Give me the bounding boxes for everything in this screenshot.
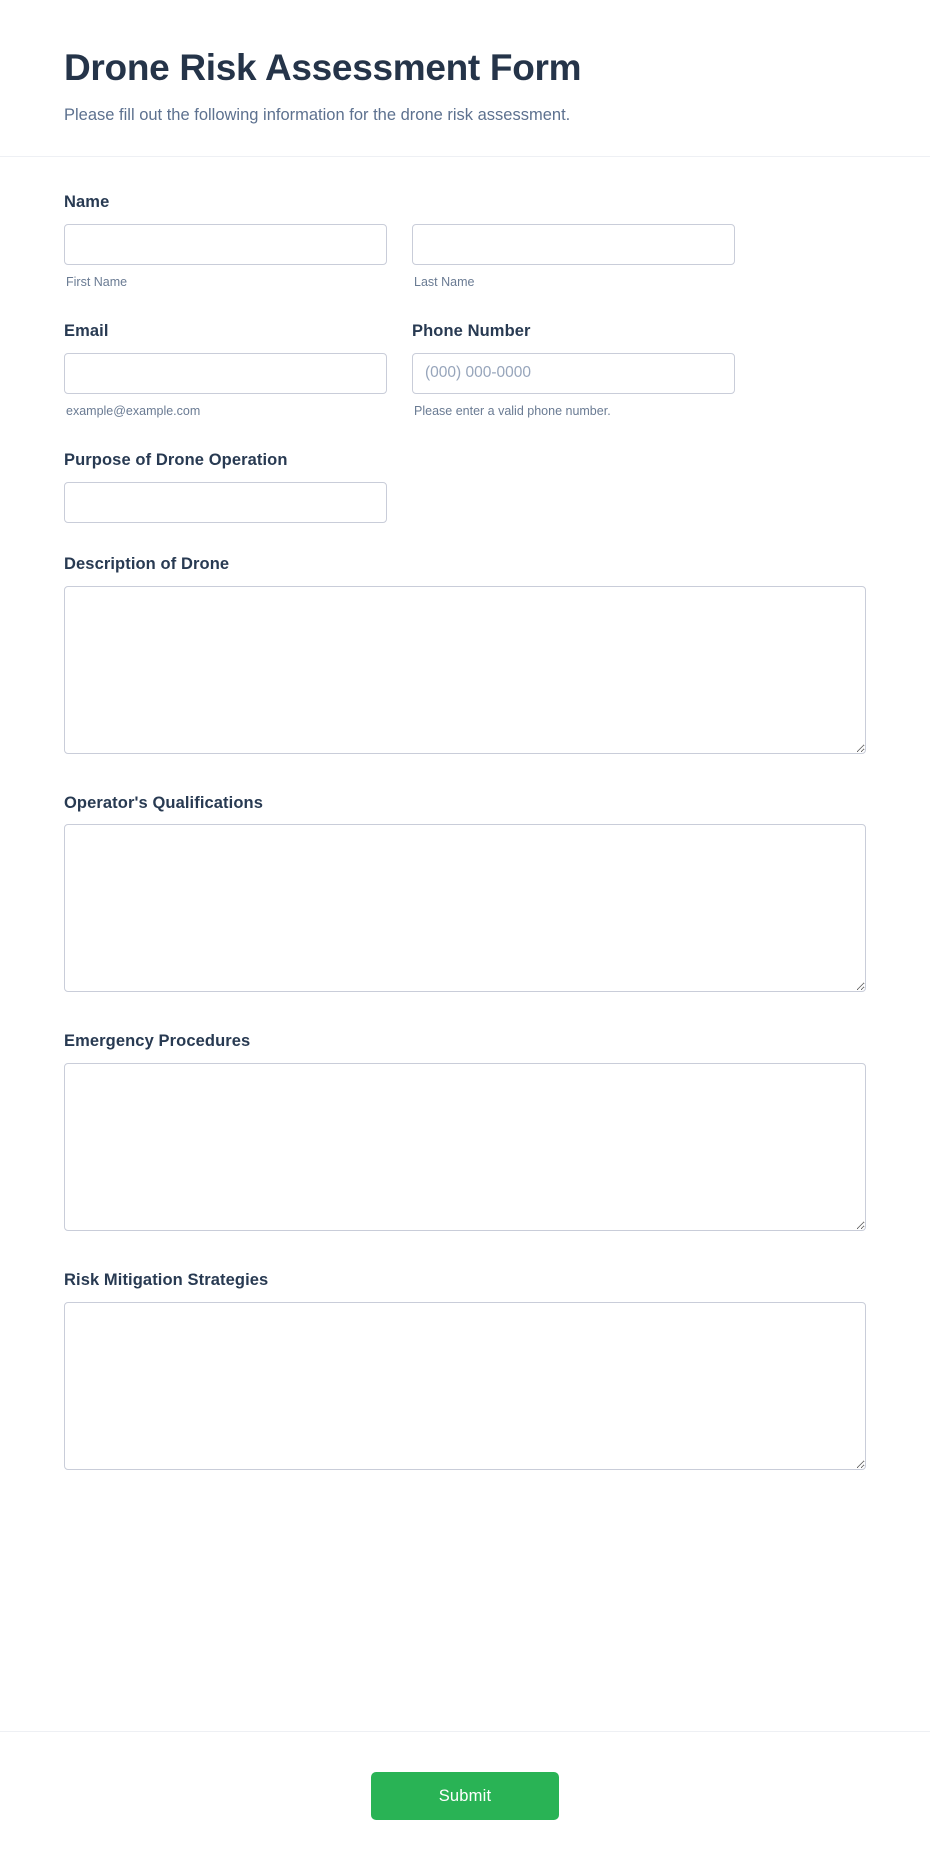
field-mitigation — [64, 1271, 866, 1470]
field-label-purpose: Purpose of Drone Operation — [64, 451, 288, 470]
purpose-column — [64, 482, 387, 523]
spacer — [64, 992, 866, 1032]
last-name-column — [412, 224, 735, 290]
field-email — [64, 322, 387, 419]
field-label-mitigation: Risk Mitigation Strategies — [64, 1271, 269, 1290]
description-textarea[interactable] — [64, 586, 866, 754]
mitigation-textarea[interactable] — [64, 1302, 866, 1470]
name-row — [64, 224, 866, 290]
spacer — [64, 754, 866, 794]
submit-button[interactable]: Submit — [371, 1772, 559, 1820]
last-name-input[interactable] — [412, 224, 735, 265]
field-name — [64, 193, 866, 290]
spacer — [64, 290, 866, 322]
field-label-qualifications: Operator's Qualifications — [64, 793, 263, 812]
first-name-sublabel: First Name — [66, 274, 128, 289]
field-qualifications — [64, 794, 866, 993]
purpose-input[interactable] — [64, 482, 387, 523]
field-label-phone: Phone Number — [412, 321, 531, 340]
emergency-textarea[interactable] — [64, 1063, 866, 1231]
page-subtitle: Please fill out the following information for the drone risk assessment. — [64, 105, 571, 124]
field-label-name: Name — [64, 192, 110, 211]
purpose-row — [64, 482, 866, 523]
field-emergency — [64, 1032, 866, 1231]
spacer — [64, 523, 866, 555]
email-hint: example@example.com — [66, 403, 201, 418]
field-label-emergency: Emergency Procedures — [64, 1032, 251, 1051]
last-name-sublabel: Last Name — [414, 274, 475, 289]
field-description — [64, 555, 866, 754]
form-header — [0, 0, 930, 157]
qualifications-textarea[interactable] — [64, 824, 866, 992]
page-title: Drone Risk Assessment Form — [64, 47, 582, 88]
first-name-column — [64, 224, 387, 290]
first-name-input[interactable] — [64, 224, 387, 265]
field-label-email: Email — [64, 321, 109, 340]
field-purpose — [64, 451, 866, 523]
spacer — [64, 1231, 866, 1271]
form-footer — [0, 1731, 930, 1876]
phone-hint: Please enter a valid phone number. — [414, 403, 611, 418]
spacer — [64, 419, 866, 451]
phone-input[interactable] — [412, 353, 735, 394]
email-input[interactable] — [64, 353, 387, 394]
field-label-description: Description of Drone — [64, 554, 230, 573]
form-body — [0, 157, 930, 1695]
field-phone — [412, 322, 735, 419]
email-phone-row — [64, 322, 866, 419]
